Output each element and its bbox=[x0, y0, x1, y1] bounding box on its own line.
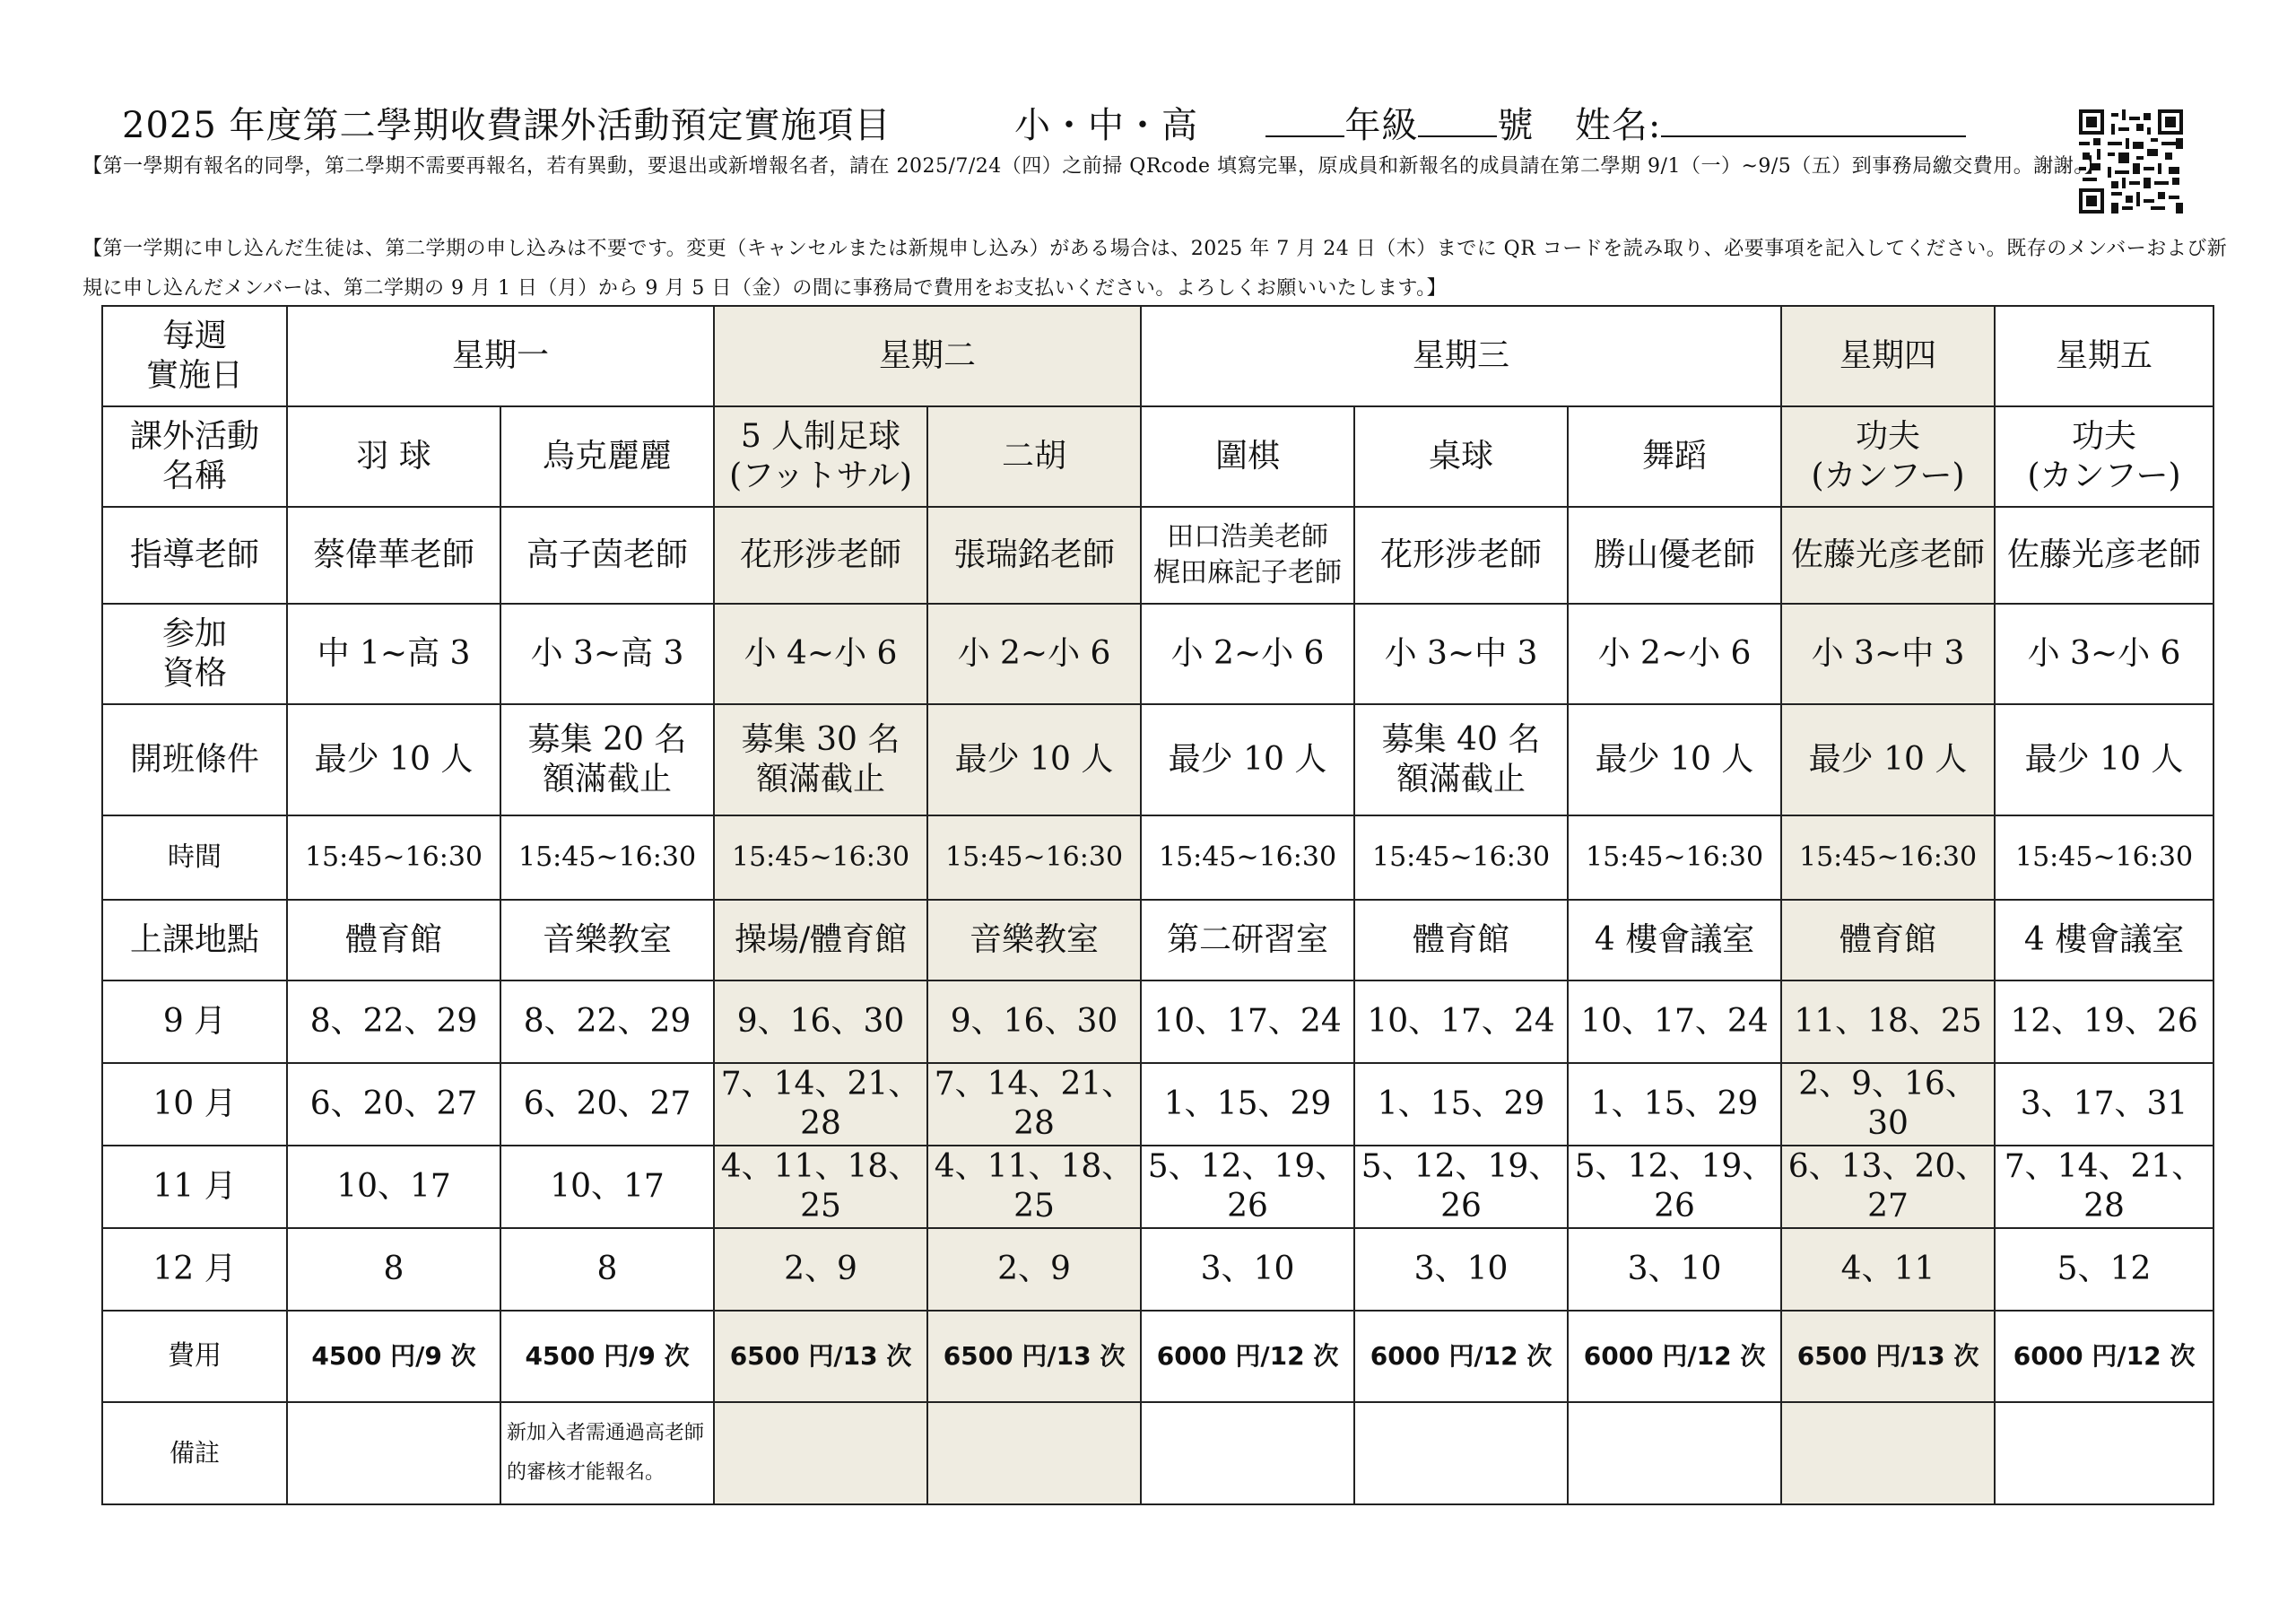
page-title: 2025 年度第二學期收費課外活動預定實施項目 bbox=[122, 105, 891, 146]
cell-time: 15:45~16:30 bbox=[1141, 815, 1354, 900]
cell-fee: 4500 円/9 次 bbox=[500, 1311, 714, 1402]
row-oct bbox=[102, 1063, 2213, 1146]
row-time bbox=[102, 815, 2213, 900]
cell-dec: 3、10 bbox=[1568, 1228, 1781, 1311]
cell-nov: 4、11、18、25 bbox=[927, 1146, 1141, 1228]
cell-teacher: 佐藤光彦老師 bbox=[1781, 507, 1995, 604]
row-teacher bbox=[102, 507, 2213, 604]
name-label: 姓名: bbox=[1574, 105, 1662, 146]
cell-condition: 最少 10 人 bbox=[1141, 704, 1354, 815]
cell-dec: 5、12 bbox=[1995, 1228, 2213, 1311]
cell-activity: 圍棋 bbox=[1141, 406, 1354, 507]
row-label-teacher: 指導老師 bbox=[102, 507, 287, 604]
cell-activity: 羽 球 bbox=[287, 406, 500, 507]
day-header: 星期二 bbox=[714, 306, 1141, 406]
row-label-oct: 10 月 bbox=[102, 1063, 287, 1146]
cell-dec: 8 bbox=[287, 1228, 500, 1311]
cell-nov: 4、11、18、25 bbox=[714, 1146, 927, 1228]
cell-oct: 1、15、29 bbox=[1354, 1063, 1568, 1146]
cell-location: 體育館 bbox=[1354, 900, 1568, 980]
cell-remark bbox=[1781, 1402, 1995, 1504]
cell-sep: 9、16、30 bbox=[714, 980, 927, 1063]
cell-dec: 3、10 bbox=[1141, 1228, 1354, 1311]
cell-time: 15:45~16:30 bbox=[1781, 815, 1995, 900]
cell-activity: 烏克麗麗 bbox=[500, 406, 714, 507]
cell-activity: 桌球 bbox=[1354, 406, 1568, 507]
cell-sep: 10、17、24 bbox=[1568, 980, 1781, 1063]
cell-fee: 6500 円/13 次 bbox=[1781, 1311, 1995, 1402]
cell-fee: 6000 円/12 次 bbox=[1995, 1311, 2213, 1402]
row-label-dec: 12 月 bbox=[102, 1228, 287, 1311]
row-sep bbox=[102, 980, 2213, 1063]
cell-teacher: 田口浩美老師 梶田麻記子老師 bbox=[1141, 507, 1354, 604]
row-days bbox=[102, 306, 2213, 406]
cell-oct: 2、9、16、30 bbox=[1781, 1063, 1995, 1146]
cell-oct: 6、20、27 bbox=[287, 1063, 500, 1146]
cell-activity: 功夫 (カンフー) bbox=[1995, 406, 2213, 507]
cell-time: 15:45~16:30 bbox=[1568, 815, 1781, 900]
cell-eligibility: 小 3~高 3 bbox=[500, 604, 714, 704]
cell-remark bbox=[1995, 1402, 2213, 1504]
cell-dec: 2、9 bbox=[714, 1228, 927, 1311]
day-header: 星期一 bbox=[287, 306, 714, 406]
notice-japanese: 【第一学期に申し込んだ生徒は、第二学期の申し込みは不要です。変更（キャンセルまたは新規申し込み）がある場合は、2025 年 7 月 24 日（木）までに QR コードを読み取り、必要事項を記入してください。既存のメンバーおよび新規に申し込んだメンバーは、第二学期の 9 月 1 日（月）から 9 月 5 日（金）の間に事務局で費用をお支払いください。よろしくお願いいたします。】 bbox=[83, 238, 2228, 300]
cell-condition: 最少 10 人 bbox=[1568, 704, 1781, 815]
cell-sep: 10、17、24 bbox=[1141, 980, 1354, 1063]
cell-sep: 12、19、26 bbox=[1995, 980, 2213, 1063]
cell-eligibility: 中 1~高 3 bbox=[287, 604, 500, 704]
cell-oct: 7、14、21、28 bbox=[927, 1063, 1141, 1146]
notice-chinese: 【第一學期有報名的同學，第二學期不需要再報名，若有異動，要退出或新增報名者，請在 2025/7/24（四）之前掃 QRcode 填寫完畢，原成員和新報名的成員請在第二學期 9/1（一）~9/5（五）到事務局繳交費用。謝謝。】 bbox=[83, 155, 2105, 178]
cell-condition: 最少 10 人 bbox=[1995, 704, 2213, 815]
row-label-remark: 備註 bbox=[102, 1402, 287, 1504]
cell-nov: 5、12、19、26 bbox=[1141, 1146, 1354, 1228]
cell-condition: 募集 20 名 額滿截止 bbox=[500, 704, 714, 815]
cell-sep: 8、22、29 bbox=[287, 980, 500, 1063]
cell-condition: 募集 30 名 額滿截止 bbox=[714, 704, 927, 815]
cell-time: 15:45~16:30 bbox=[927, 815, 1141, 900]
cell-remark bbox=[1141, 1402, 1354, 1504]
cell-teacher: 花形涉老師 bbox=[1354, 507, 1568, 604]
cell-nov: 10、17 bbox=[500, 1146, 714, 1228]
day-header: 星期五 bbox=[1995, 306, 2213, 406]
cell-nov: 7、14、21、28 bbox=[1995, 1146, 2213, 1228]
cell-dec: 8 bbox=[500, 1228, 714, 1311]
cell-remark bbox=[287, 1402, 500, 1504]
row-dec bbox=[102, 1228, 2213, 1311]
cell-nov: 5、12、19、26 bbox=[1568, 1146, 1781, 1228]
cell-eligibility: 小 3~中 3 bbox=[1781, 604, 1995, 704]
row-remark bbox=[102, 1402, 2213, 1504]
name-blank[interactable] bbox=[1661, 101, 1966, 137]
cell-condition: 募集 40 名 額滿截止 bbox=[1354, 704, 1568, 815]
row-label-nov: 11 月 bbox=[102, 1146, 287, 1228]
row-label-time: 時間 bbox=[102, 815, 287, 900]
cell-eligibility: 小 4~小 6 bbox=[714, 604, 927, 704]
row-nov bbox=[102, 1146, 2213, 1228]
activity-schedule-table bbox=[101, 305, 2214, 1505]
cell-location: 體育館 bbox=[1781, 900, 1995, 980]
row-label-eligibility: 参加 資格 bbox=[102, 604, 287, 704]
cell-eligibility: 小 3~小 6 bbox=[1995, 604, 2213, 704]
cell-activity: 5 人制足球 (フットサル) bbox=[714, 406, 927, 507]
cell-teacher: 蔡偉華老師 bbox=[287, 507, 500, 604]
row-label-day: 每週 實施日 bbox=[102, 306, 287, 406]
cell-location: 第二研習室 bbox=[1141, 900, 1354, 980]
row-location bbox=[102, 900, 2213, 980]
cell-eligibility: 小 2~小 6 bbox=[1141, 604, 1354, 704]
number-blank[interactable] bbox=[1418, 101, 1497, 137]
cell-dec: 4、11 bbox=[1781, 1228, 1995, 1311]
cell-eligibility: 小 3~中 3 bbox=[1354, 604, 1568, 704]
cell-sep: 11、18、25 bbox=[1781, 980, 1995, 1063]
grade-label: 年級 bbox=[1344, 105, 1419, 146]
row-label-condition: 開班條件 bbox=[102, 704, 287, 815]
cell-nov: 6、13、20、27 bbox=[1781, 1146, 1995, 1228]
cell-nov: 10、17 bbox=[287, 1146, 500, 1228]
cell-condition: 最少 10 人 bbox=[927, 704, 1141, 815]
cell-fee: 4500 円/9 次 bbox=[287, 1311, 500, 1402]
cell-remark bbox=[1568, 1402, 1781, 1504]
cell-time: 15:45~16:30 bbox=[714, 815, 927, 900]
row-label-sep: 9 月 bbox=[102, 980, 287, 1063]
cell-time: 15:45~16:30 bbox=[1354, 815, 1568, 900]
cell-condition: 最少 10 人 bbox=[287, 704, 500, 815]
grade-blank[interactable] bbox=[1265, 101, 1344, 137]
cell-oct: 7、14、21、28 bbox=[714, 1063, 927, 1146]
cell-location: 操場/體育館 bbox=[714, 900, 927, 980]
row-label-fee: 費用 bbox=[102, 1311, 287, 1402]
cell-sep: 9、16、30 bbox=[927, 980, 1141, 1063]
row-activity bbox=[102, 406, 2213, 507]
cell-fee: 6500 円/13 次 bbox=[927, 1311, 1141, 1402]
cell-sep: 10、17、24 bbox=[1354, 980, 1568, 1063]
cell-time: 15:45~16:30 bbox=[500, 815, 714, 900]
cell-location: 音樂教室 bbox=[500, 900, 714, 980]
day-header: 星期三 bbox=[1141, 306, 1781, 406]
cell-location: 4 樓會議室 bbox=[1568, 900, 1781, 980]
cell-time: 15:45~16:30 bbox=[287, 815, 500, 900]
cell-oct: 1、15、29 bbox=[1568, 1063, 1781, 1146]
cell-sep: 8、22、29 bbox=[500, 980, 714, 1063]
cell-remark: 新加入者需通過高老師的審核才能報名。 bbox=[500, 1402, 714, 1504]
number-label: 號 bbox=[1497, 105, 1535, 146]
cell-remark bbox=[714, 1402, 927, 1504]
cell-oct: 3、17、31 bbox=[1995, 1063, 2213, 1146]
cell-nov: 5、12、19、26 bbox=[1354, 1146, 1568, 1228]
row-label-activity: 課外活動 名稱 bbox=[102, 406, 287, 507]
cell-fee: 6500 円/13 次 bbox=[714, 1311, 927, 1402]
cell-dec: 2、9 bbox=[927, 1228, 1141, 1311]
school-levels: 小・中・高 bbox=[1013, 105, 1198, 146]
row-fee bbox=[102, 1311, 2213, 1402]
cell-location: 體育館 bbox=[287, 900, 500, 980]
page-header bbox=[122, 97, 1966, 148]
cell-time: 15:45~16:30 bbox=[1995, 815, 2213, 900]
cell-dec: 3、10 bbox=[1354, 1228, 1568, 1311]
cell-activity: 功夫 (カンフー) bbox=[1781, 406, 1995, 507]
day-header: 星期四 bbox=[1781, 306, 1995, 406]
cell-activity: 舞蹈 bbox=[1568, 406, 1781, 507]
cell-activity: 二胡 bbox=[927, 406, 1141, 507]
cell-remark bbox=[927, 1402, 1141, 1504]
cell-teacher: 高子茵老師 bbox=[500, 507, 714, 604]
cell-fee: 6000 円/12 次 bbox=[1354, 1311, 1568, 1402]
cell-remark bbox=[1354, 1402, 1568, 1504]
cell-eligibility: 小 2~小 6 bbox=[927, 604, 1141, 704]
cell-teacher: 佐藤光彦老師 bbox=[1995, 507, 2213, 604]
row-eligibility bbox=[102, 604, 2213, 704]
cell-location: 音樂教室 bbox=[927, 900, 1141, 980]
cell-teacher: 花形涉老師 bbox=[714, 507, 927, 604]
cell-oct: 6、20、27 bbox=[500, 1063, 714, 1146]
cell-fee: 6000 円/12 次 bbox=[1141, 1311, 1354, 1402]
cell-fee: 6000 円/12 次 bbox=[1568, 1311, 1781, 1402]
cell-condition: 最少 10 人 bbox=[1781, 704, 1995, 815]
cell-eligibility: 小 2~小 6 bbox=[1568, 604, 1781, 704]
row-condition bbox=[102, 704, 2213, 815]
cell-location: 4 樓會議室 bbox=[1995, 900, 2213, 980]
row-label-location: 上課地點 bbox=[102, 900, 287, 980]
cell-teacher: 勝山優老師 bbox=[1568, 507, 1781, 604]
cell-teacher: 張瑞銘老師 bbox=[927, 507, 1141, 604]
cell-oct: 1、15、29 bbox=[1141, 1063, 1354, 1146]
